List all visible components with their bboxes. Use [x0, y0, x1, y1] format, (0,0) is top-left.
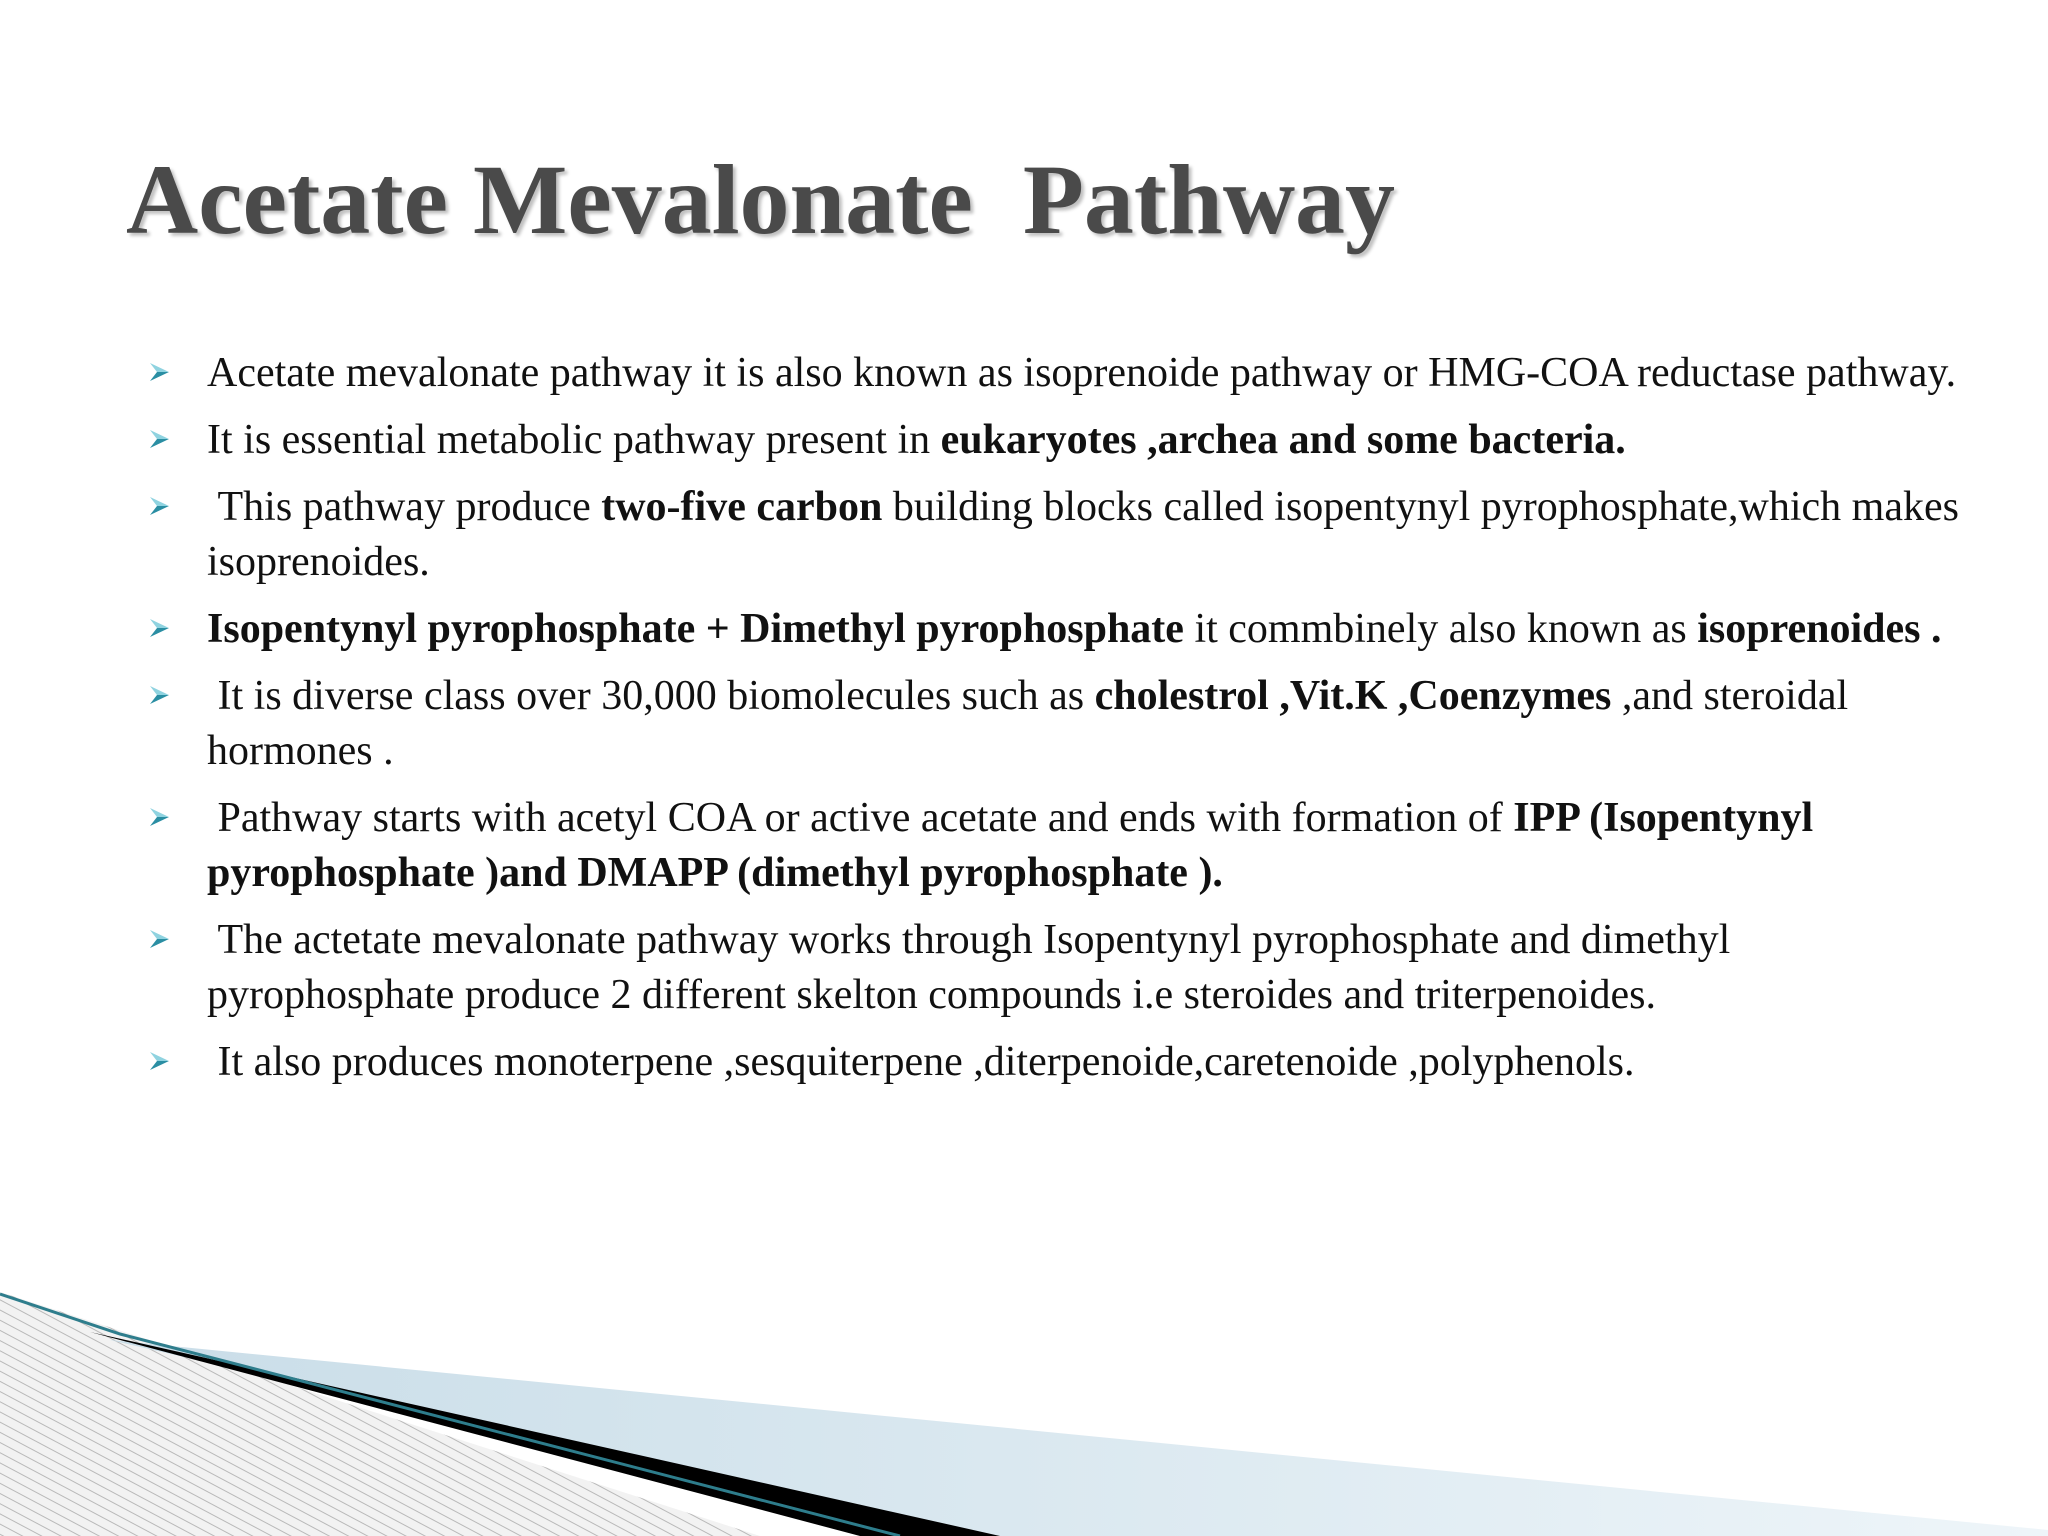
- arrowhead-bullet-icon: [150, 1051, 170, 1071]
- bullet-item: [150, 791, 1960, 901]
- text-run: ,and steroidal hormones .: [207, 673, 1859, 774]
- arrowhead-bullet-icon: [150, 807, 170, 827]
- text-run: building blocks called isopentynyl pyrophosphate,which makes isoprenoides.: [207, 484, 1970, 585]
- arrowhead-bullet-icon: [150, 618, 170, 638]
- bullet-text: [207, 606, 1942, 652]
- bold-text-run: two-five carbon: [601, 484, 883, 530]
- bullet-text: [207, 350, 1956, 396]
- bullet-text: [207, 417, 1626, 463]
- arrowhead-bullet-icon: [150, 685, 170, 705]
- bold-text-run: isoprenoides .: [1697, 606, 1942, 652]
- bold-text-run: IPP (Isopentynyl pyrophosphate )and DMAPP (dimethyl pyrophosphate ).: [207, 795, 1824, 896]
- text-run: Acetate mevalonate pathway it is also known as isoprenoide pathway or HMG-COA reductase pathway.: [207, 350, 1957, 396]
- text-run: The actetate mevalonate pathway works through Isopentynyl pyrophosphate and dimethyl pyrophosphate produce 2 different skelton compounds i.e steroides and triterpenoides.: [207, 917, 1741, 1018]
- arrowhead-bullet-icon: [150, 496, 170, 516]
- bullet-text: [207, 673, 1859, 774]
- bullet-item: [150, 1035, 1960, 1090]
- corner-decoration: [0, 1280, 2048, 1536]
- bullet-item: [150, 346, 1960, 401]
- arrowhead-bullet-icon: [150, 362, 170, 382]
- bullet-item: [150, 602, 1960, 657]
- bullet-item: [150, 413, 1960, 468]
- arrowhead-bullet-icon: [150, 429, 170, 449]
- text-run: It is diverse class over 30,000 biomolecules such as: [207, 673, 1095, 719]
- bullet-text: [207, 1039, 1635, 1085]
- text-run: This pathway produce: [207, 484, 602, 530]
- bullet-text: [207, 795, 1824, 896]
- bold-text-run: eukaryotes ,archea and some bacteria.: [940, 417, 1626, 463]
- text-run: It also produces monoterpene ,sesquiterpene ,diterpenoide,caretenoide ,polyphenols.: [207, 1039, 1635, 1085]
- text-run: it commbinely also known as: [1183, 606, 1698, 652]
- text-run: It is essential metabolic pathway present in: [207, 417, 941, 463]
- slide-title: Acetate Mevalonate Pathway: [126, 144, 1396, 255]
- bullet-text: [207, 917, 1741, 1018]
- bullet-item: [150, 669, 1960, 779]
- bullet-item: [150, 913, 1960, 1023]
- bold-text-run: cholestrol ,Vit.K ,Coenzymes: [1094, 673, 1612, 719]
- bullet-text: [207, 484, 1969, 585]
- bullet-list: [150, 346, 1970, 1102]
- bullet-item: [150, 480, 1970, 590]
- arrowhead-bullet-icon: [150, 929, 170, 949]
- bold-text-run: Isopentynyl pyrophosphate + Dimethyl pyrophosphate: [207, 606, 1184, 652]
- text-run: Pathway starts with acetyl COA or active acetate and ends with formation of: [207, 795, 1514, 841]
